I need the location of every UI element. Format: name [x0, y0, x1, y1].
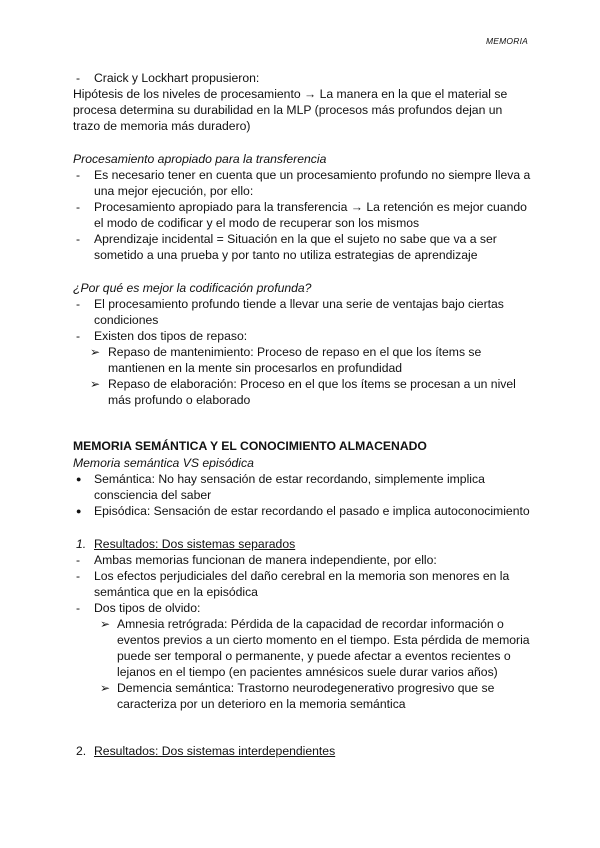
- dash-marker: -: [76, 232, 81, 246]
- list-item-cont: condiciones: [94, 313, 159, 327]
- dot-bullet-icon: ●: [76, 474, 82, 484]
- section-subtitle: Memoria semántica VS episódica: [73, 456, 254, 470]
- list-item-cont: el modo de codificar y el modo de recuperar son los mismos: [94, 216, 420, 230]
- list-item-cont: sometido a una prueba y por tanto no utiliza estrategias de aprendizaje: [94, 248, 478, 262]
- list-item: Existen dos tipos de repaso:: [94, 329, 248, 343]
- sub-list-item: Amnesia retrógrada: Pérdida de la capacidad de recordar información o: [117, 617, 504, 631]
- list-number: 2.: [76, 744, 87, 758]
- dash-marker: -: [76, 71, 81, 85]
- list-item: Episódica: Sensación de estar recordando el pasado e implica autoconocimiento: [94, 504, 530, 518]
- dot-bullet-icon: ●: [76, 506, 82, 516]
- list-item: Craick y Lockhart propusieron:: [94, 71, 260, 85]
- list-item-cont: consciencia del saber: [94, 488, 212, 502]
- sub-list-item-cont: más profundo o elaborado: [108, 393, 251, 407]
- list-item-cont: semántica que en la episódica: [94, 585, 258, 599]
- arrow-bullet-icon: ➢: [90, 377, 101, 391]
- section-title: ¿Por qué es mejor la codificación profunda?: [73, 281, 312, 295]
- dash-marker: -: [76, 553, 81, 567]
- arrow-bullet-icon: ➢: [100, 681, 111, 695]
- list-item: El procesamiento profundo tiende a llevar una serie de ventajas bajo ciertas: [94, 297, 504, 311]
- arrow-bullet-icon: ➢: [100, 617, 111, 631]
- list-item: Aprendizaje incidental = Situación en la que el sujeto no sabe que va a ser: [94, 232, 497, 246]
- dash-marker: -: [76, 297, 81, 311]
- sub-list-item: Repaso de mantenimiento: Proceso de repaso en el que los ítems se: [108, 345, 482, 359]
- section-heading: MEMORIA SEMÁNTICA Y EL CONOCIMIENTO ALMACENADO: [73, 439, 427, 453]
- list-item: Dos tipos de olvido:: [94, 601, 201, 615]
- dash-marker: -: [76, 200, 81, 214]
- section-title: Procesamiento apropiado para la transferencia: [73, 152, 327, 166]
- sub-list-item-cont: mantienen en la mente sin procesarlos en profundidad: [108, 361, 403, 375]
- sub-list-item-cont: eventos previos a un cierto momento en el tiempo. Esta pérdida de memoria: [117, 633, 530, 647]
- dash-marker: -: [76, 329, 81, 343]
- arrow-bullet-icon: ➢: [90, 345, 101, 359]
- list-item: Es necesario tener en cuenta que un procesamiento profundo no siempre lleva a: [94, 168, 531, 182]
- sub-list-item-cont: puede ser temporal o permanente, y puede afectar a eventos recientes o: [117, 649, 511, 663]
- paragraph-line: Hipótesis de los niveles de procesamiento → La manera en la que el material se: [73, 87, 508, 101]
- sub-list-item: Demencia semántica: Trastorno neurodegenerativo progresivo que se: [117, 681, 495, 695]
- list-item: Procesamiento apropiado para la transferencia → La retención es mejor cuando: [94, 200, 527, 214]
- sub-list-item: Repaso de elaboración: Proceso en el que los ítems se procesan a un nivel: [108, 377, 516, 391]
- list-item: Ambas memorias funcionan de manera independiente, por ello:: [94, 553, 437, 567]
- paragraph-line: procesa determina su durabilidad en la MLP (procesos más profundos dejan un: [73, 103, 503, 117]
- sub-list-item-cont: lejanos en el tiempo (en pacientes amnésicos suele durar varios años): [117, 665, 498, 679]
- dash-marker: -: [76, 569, 81, 583]
- list-number: 1.: [76, 537, 87, 551]
- numbered-heading: Resultados: Dos sistemas interdependientes: [94, 744, 336, 758]
- page-header: MEMORIA: [485, 36, 528, 46]
- list-item: Los efectos perjudiciales del daño cerebral en la memoria son menores en la: [94, 569, 510, 583]
- list-item: Semántica: No hay sensación de estar recordando, simplemente implica: [94, 472, 485, 486]
- dash-marker: -: [76, 168, 81, 182]
- dash-marker: -: [76, 601, 81, 615]
- paragraph-line: trazo de memoria más duradero): [73, 119, 251, 133]
- list-item-cont: una mejor ejecución, por ello:: [94, 184, 254, 198]
- sub-list-item-cont: caracteriza por un deterioro en la memoria semántica: [117, 697, 406, 711]
- numbered-heading: Resultados: Dos sistemas separados: [94, 537, 296, 551]
